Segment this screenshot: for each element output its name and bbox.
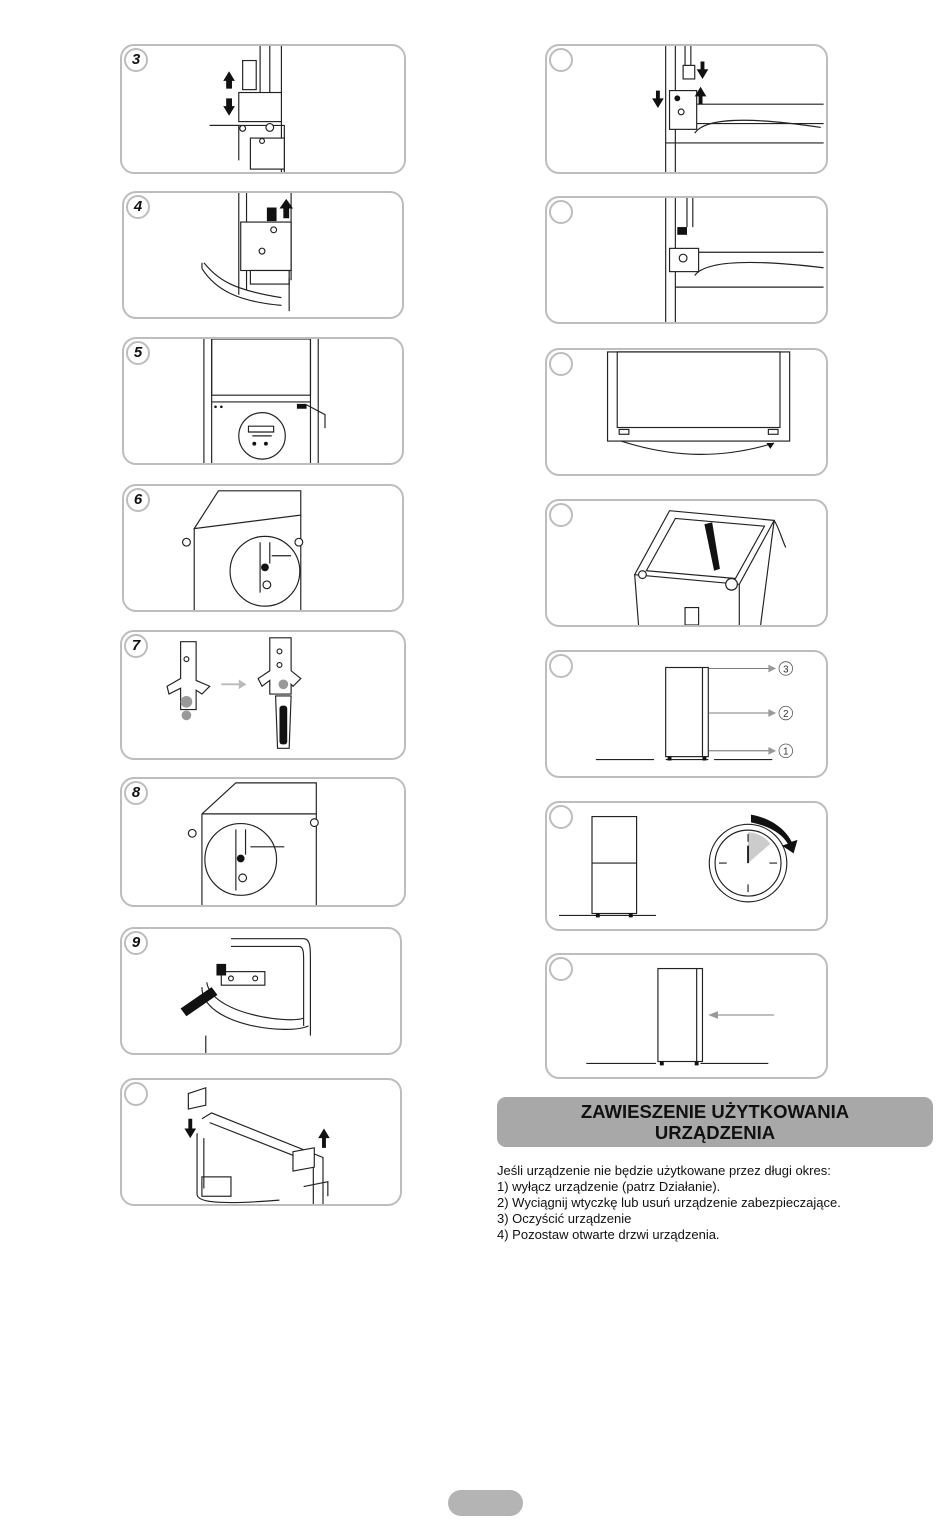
step-11-panel: [545, 44, 828, 174]
step-number-badge: [124, 1082, 148, 1106]
door-front-alignment-icon: [547, 350, 826, 474]
step-8-panel: [120, 777, 406, 907]
callout-3: 3: [783, 664, 789, 676]
step-number-badge: [549, 352, 573, 376]
step-14-panel: [545, 499, 828, 627]
hinge-arrows-icon: [122, 46, 404, 172]
fridge-wait-clock-icon: [547, 803, 826, 929]
step-number-badge: 5: [126, 341, 150, 365]
section-heading-line2: URZĄDZENIA: [654, 1122, 776, 1143]
step-3-panel: [120, 44, 406, 174]
step-17-panel: [545, 953, 828, 1079]
step-15-panel: [545, 650, 828, 778]
step-number-badge: [549, 503, 573, 527]
hinge-wrench-transfer-icon: [122, 632, 404, 758]
cabinet-hinge-mounted-icon: [122, 779, 404, 905]
instruction-item: 4) Pozostaw otwarte drzwi urządzenia.: [497, 1227, 720, 1242]
step-number-badge: [549, 957, 573, 981]
door-caps-swap-icon: [122, 1080, 400, 1204]
step-9-panel: [120, 927, 402, 1055]
step-number-badge: 9: [124, 931, 148, 955]
step-12-panel: [545, 196, 828, 324]
hinge-refit-arrows-icon: [547, 46, 826, 172]
step-number-badge: [549, 654, 573, 678]
callout-2: 2: [783, 708, 789, 720]
section-heading: [497, 1097, 933, 1147]
step-number-badge: 4: [126, 195, 150, 219]
fridge-push-wall-icon: [547, 955, 826, 1077]
step-number-badge: [549, 805, 573, 829]
step-5-panel: [122, 337, 404, 465]
step-number-badge: 8: [124, 781, 148, 805]
callout-1: 1: [783, 746, 789, 758]
page-number-pill: [448, 1490, 523, 1516]
section-heading-line1: ZAWIESZENIE UŻYTKOWANIA: [580, 1101, 850, 1122]
instruction-item: 1) wyłącz urządzenie (patrz Działanie).: [497, 1179, 721, 1194]
fridge-level-callouts-icon: [547, 652, 826, 776]
instructions-list: [497, 1163, 937, 1243]
step-number-badge: 7: [124, 634, 148, 658]
instructions-intro: Jeśli urządzenie nie będzie użytkowane przez długi okres:: [497, 1163, 831, 1178]
step-6-panel: [122, 484, 404, 612]
step-7-panel: [120, 630, 406, 760]
step-4-panel: [122, 191, 404, 319]
step-13-panel: [545, 348, 828, 476]
cabinet-hinge-detail-icon: [124, 339, 402, 463]
step-16-panel: [545, 801, 828, 931]
door-bracket-screwdriver-icon: [122, 929, 400, 1053]
step-number-badge: [549, 48, 573, 72]
instruction-item: 3) Oczyścić urządzenie: [497, 1211, 632, 1226]
instruction-item: 2) Wyciągnij wtyczkę lub usuń urządzenie zabezpieczające.: [497, 1195, 841, 1210]
hinge-refitted-icon: [547, 198, 826, 322]
step-number-badge: 6: [126, 488, 150, 512]
hinge-screw-removal-icon: [124, 193, 402, 317]
top-hinge-screwdriver-icon: [547, 501, 826, 625]
cabinet-top-hinge-detail-icon: [124, 486, 402, 610]
step-number-badge: [549, 200, 573, 224]
step-number-badge: 3: [124, 48, 148, 72]
step-10-panel: [120, 1078, 402, 1206]
